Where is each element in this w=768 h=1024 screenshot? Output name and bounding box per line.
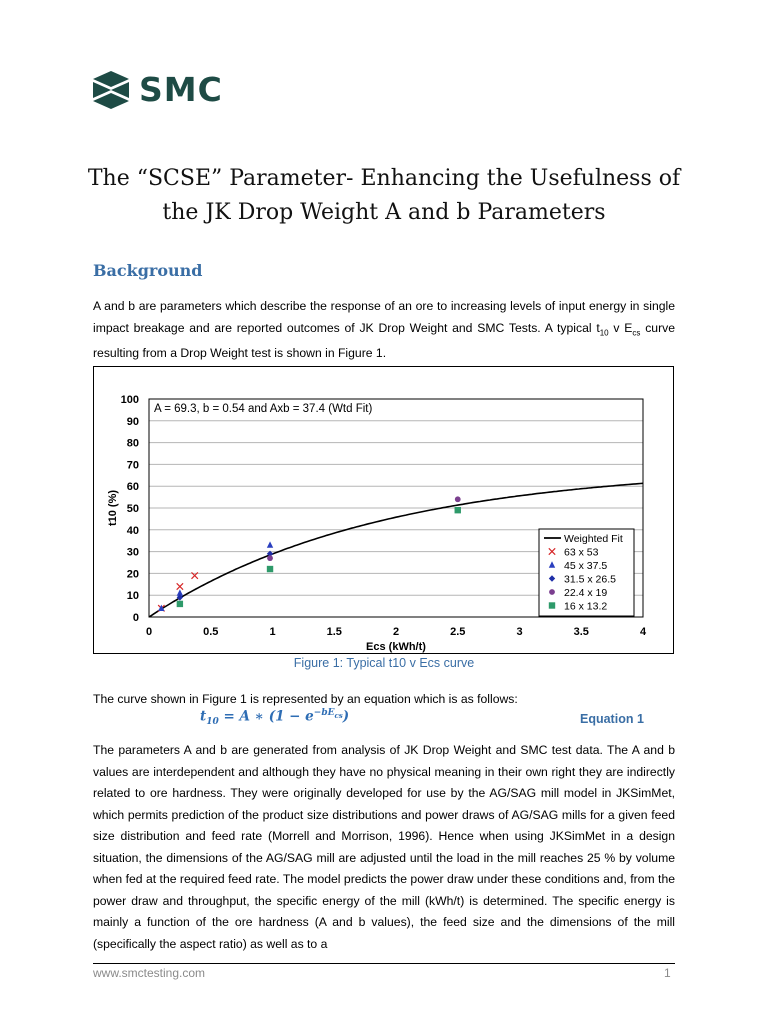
y-tick-label: 70 (126, 459, 139, 472)
section-heading: Background (93, 261, 203, 280)
legend-marker (549, 602, 555, 608)
y-tick-label: 30 (126, 546, 139, 559)
title-line-1: The “SCSE” Parameter- Enhancing the Usefulness of (87, 166, 681, 191)
equation-1 (200, 708, 349, 727)
figure-caption: Figure 1: Typical t10 v Ecs curve (293, 656, 475, 670)
y-tick-label: 90 (126, 415, 139, 428)
legend-label-weighted-fit: Weighted Fit (564, 533, 623, 545)
x-tick-label: 4 (639, 626, 647, 638)
x-tick-label: 2.5 (450, 626, 466, 638)
equation-label: Equation 1 (580, 712, 644, 726)
data-point (267, 555, 273, 561)
x-tick-label: 3 (516, 626, 523, 638)
legend-label: 63 x 53 (564, 546, 599, 559)
y-tick-label: 60 (126, 481, 139, 494)
para1-text-a: A and b are parameters which describe the response of an ore to increasing levels of input energy in single impact breakage and are reported outcomes of JK Drop Weight and SMC Tests. A typical t (93, 299, 675, 335)
x-tick-label: 2 (392, 626, 400, 638)
legend-label: 22.4 x 19 (564, 587, 608, 599)
x-tick-label: 0 (145, 626, 153, 638)
eq-exponent-text: −bE (313, 708, 335, 718)
y-tick-label: 40 (126, 524, 139, 537)
y-tick-label: 10 (126, 590, 139, 603)
chart-annotation: A = 69.3, b = 0.54 and Axb = 37.4 (Wtd Fit) (154, 403, 373, 415)
x-tick-label: 1 (269, 626, 276, 638)
legend-label: 45 x 37.5 (564, 560, 608, 572)
equation-intro: The curve shown in Figure 1 is represented by an equation which is as follows: (93, 692, 518, 706)
title-line-2: the JK Drop Weight A and b Parameters (162, 200, 606, 225)
y-tick-label: 20 (126, 568, 139, 581)
legend-marker (549, 589, 555, 595)
data-point (177, 583, 183, 589)
data-point (455, 507, 461, 513)
legend-label: 16 x 13.2 (564, 600, 608, 613)
y-tick-label: 100 (120, 394, 139, 406)
eq-rhs: = A ∗ (1 − e (218, 708, 314, 725)
eq-close: ) (342, 708, 350, 725)
y-tick-label: 80 (126, 437, 139, 450)
x-tick-label: 3.5 (573, 626, 589, 638)
para1-text-b: v E (608, 320, 633, 335)
figure-1-chart (93, 366, 674, 654)
y-axis-label: t10 (%) (107, 489, 119, 527)
x-tick-label: 1.5 (326, 626, 342, 638)
y-tick-label: 0 (132, 612, 139, 624)
chart-svg (94, 367, 673, 653)
x-axis-label: Ecs (kWh/t) (366, 641, 426, 653)
y-tick-label: 50 (126, 503, 139, 515)
smc-logo (93, 70, 223, 109)
data-point (455, 496, 461, 502)
document-title (60, 162, 708, 230)
eq-exponent-sub: cs (334, 710, 343, 720)
para1-text-c: curve resulting from a Drop Weight test is shown in Figure 1. (93, 320, 675, 361)
data-point (267, 566, 273, 572)
page-number: 1 (664, 966, 671, 980)
logo-text: SMC (139, 70, 223, 109)
legend-label: 31.5 x 26.5 (564, 573, 616, 586)
x-tick-label: 0.5 (203, 626, 219, 638)
eq-exponent (314, 708, 343, 718)
para1-sub-cs: cs (632, 327, 641, 337)
data-point (267, 541, 273, 547)
eq-lhs: t (200, 708, 207, 725)
data-point (177, 601, 183, 607)
para1-sub-10: 10 (599, 327, 609, 337)
footer-rule (93, 963, 675, 964)
eq-lhs-sub: 10 (206, 717, 219, 728)
intro-paragraph (93, 296, 675, 365)
smc-logo-icon (93, 71, 129, 109)
body-paragraph: The parameters A and b are generated from analysis of JK Drop Weight and SMC test data. The A and b values are interdependent and although they have no physical meaning in their own right they are indirectly related to ore hardness. They were originally developed for use by the AG/SAG mill model in JKSimMet, which permits prediction of the product size distributions and power draws of AG/SAG mills for a given feed size distribution and feed rate (Morrell and Morrison, 1996). Hence when using JKSimMet in a design situation, the dimensions of the AG/SAG mill are adjusted until the load in the mill reaches 25 % by volume when fed at the required feed rate. The model predicts the power draw under these conditions and, from the power draw and throughput, the specific energy of the mill (kWh/t) is determined. The specific energy is mainly a function of the ore hardness (A and b values), the feed size and the dimensions of the mill (specifically the aspect ratio) as well as to a (93, 743, 675, 951)
footer-url[interactable]: www.smctesting.com (93, 966, 206, 980)
